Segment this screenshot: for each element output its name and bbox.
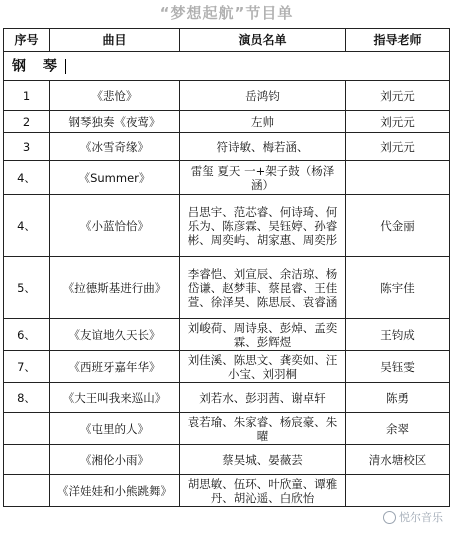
page-title: “梦想起航”节目单 — [159, 4, 294, 22]
cell-performers: 左帅 — [180, 111, 346, 133]
cell-performers: 李睿恺、刘宣辰、余洁琼、杨岱谦、赵梦菲、蔡昆睿、王佳萱、徐泽昊、陈思辰、袁睿涵 — [180, 257, 346, 319]
cell-piece: 《洋娃娃和小熊跳舞》 — [50, 475, 180, 507]
watermark-text: 悦尔音乐 — [399, 511, 443, 524]
cell-number: 8、 — [4, 383, 50, 413]
cell-number: 1 — [4, 81, 50, 111]
cell-performers: 吕思宇、范芯睿、何诗琦、何乐为、陈彦霖、吴钰婷、孙睿彬、周奕屿、胡家惠、周奕彤 — [180, 195, 346, 257]
cell-piece: 《屯里的人》 — [50, 413, 180, 445]
cell-piece: 《Summer》 — [50, 161, 180, 195]
header-performers: 演员名单 — [180, 29, 346, 52]
header-teacher: 指导老师 — [346, 29, 450, 52]
cell-piece: 《西班牙嘉年华》 — [50, 351, 180, 383]
cell-teacher: 刘元元 — [346, 81, 450, 111]
cell-piece: 《拉德斯基进行曲》 — [50, 257, 180, 319]
text-cursor — [65, 59, 66, 74]
watermark — [383, 509, 443, 525]
table-row — [4, 133, 450, 161]
table-row — [4, 475, 450, 507]
program-table — [3, 28, 450, 507]
cell-teacher: 陈勇 — [346, 383, 450, 413]
cell-piece: 《友谊地久天长》 — [50, 319, 180, 351]
table-row — [4, 413, 450, 445]
section-row — [4, 52, 450, 81]
cell-number — [4, 475, 50, 507]
table-row — [4, 111, 450, 133]
cell-teacher: 刘元元 — [346, 133, 450, 161]
cell-number — [4, 445, 50, 475]
cell-performers: 蔡昊城、晏薇芸 — [180, 445, 346, 475]
cell-number: 4、 — [4, 161, 50, 195]
cell-piece: 《悲怆》 — [50, 81, 180, 111]
header-row — [4, 29, 450, 52]
cell-piece: 《大王叫我来巡山》 — [50, 383, 180, 413]
cell-performers: 刘若水、彭羽茜、谢卓轩 — [180, 383, 346, 413]
cell-performers: 岳鸿钧 — [180, 81, 346, 111]
cell-piece: 钢琴独奏《夜莺》 — [50, 111, 180, 133]
cell-piece: 《冰雪奇缘》 — [50, 133, 180, 161]
cell-number: 5、 — [4, 257, 50, 319]
table-row — [4, 351, 450, 383]
cell-teacher: 陈宇佳 — [346, 257, 450, 319]
cell-number: 3 — [4, 133, 50, 161]
section-label: 钢 琴 — [12, 58, 63, 74]
table-row — [4, 81, 450, 111]
circle-logo-icon — [383, 511, 396, 524]
table-row — [4, 383, 450, 413]
cell-performers: 刘佳溪、陈思文、龚奕如、汪小宝、刘羽桐 — [180, 351, 346, 383]
cell-teacher: 刘元元 — [346, 111, 450, 133]
cell-performers: 袁若瑜、朱家睿、杨宸豪、朱曜 — [180, 413, 346, 445]
cell-teacher: 代金丽 — [346, 195, 450, 257]
cell-piece: 《湘伦小雨》 — [50, 445, 180, 475]
cell-teacher: 王钧成 — [346, 319, 450, 351]
cell-teacher: 清水塘校区 — [346, 445, 450, 475]
cell-piece: 《小蓝恰恰》 — [50, 195, 180, 257]
header-number: 序号 — [4, 29, 50, 52]
table-row — [4, 319, 450, 351]
cell-number: 2 — [4, 111, 50, 133]
table-row — [4, 257, 450, 319]
cell-performers: 雷玺 夏天 一+架子鼓（杨泽涵） — [180, 161, 346, 195]
cell-performers: 刘峻荷、周诗泉、彭焯、孟奕霖、彭辉煜 — [180, 319, 346, 351]
cell-number — [4, 413, 50, 445]
cell-performers: 符诗敏、梅若涵、 — [180, 133, 346, 161]
cell-number: 6、 — [4, 319, 50, 351]
cell-teacher — [346, 161, 450, 195]
cell-teacher — [346, 475, 450, 507]
cell-performers: 胡思敏、伍环、叶欣童、谭雅丹、胡沁遥、白欣怡 — [180, 475, 346, 507]
table-row — [4, 445, 450, 475]
cell-number: 7、 — [4, 351, 50, 383]
table-row — [4, 161, 450, 195]
table-row — [4, 195, 450, 257]
cell-teacher: 余翠 — [346, 413, 450, 445]
header-piece: 曲目 — [50, 29, 180, 52]
cell-number: 4、 — [4, 195, 50, 257]
cell-teacher: 吴钰雯 — [346, 351, 450, 383]
section-cell[interactable] — [4, 52, 450, 81]
